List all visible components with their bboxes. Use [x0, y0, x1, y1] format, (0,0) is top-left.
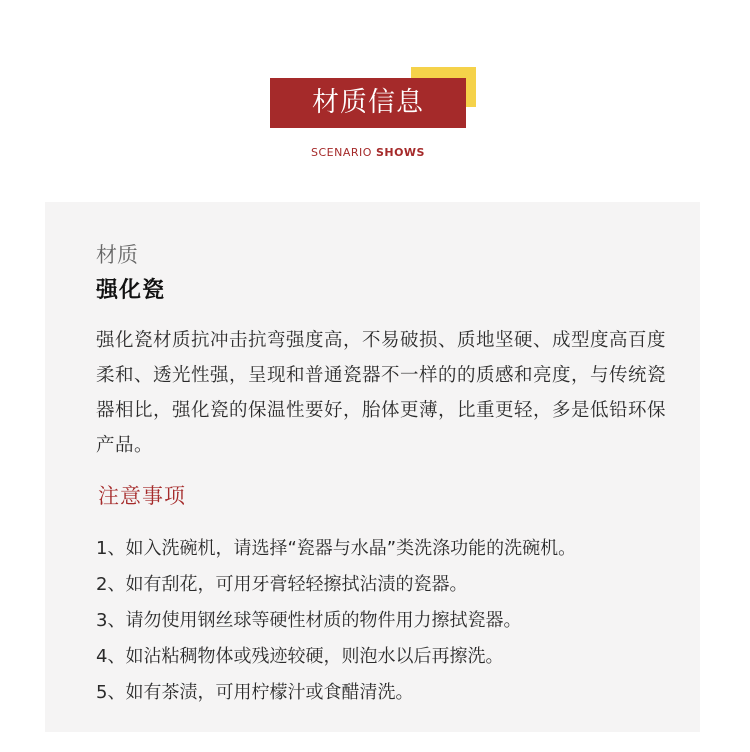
notice-item: 5、如有茶渍，可用柠檬汁或食醋清洗。: [96, 682, 414, 703]
notice-item: 4、如沾粘稠物体或残迹较硬，则泡水以后再擦洗。: [96, 646, 504, 667]
material-info-card: [45, 202, 700, 732]
notice-item: 3、请勿使用钢丝球等硬性材质的物件用力擦拭瓷器。: [96, 610, 522, 631]
subtitle-bold: SHOWS: [375, 146, 425, 159]
subtitle-light: SCENARIO: [311, 146, 372, 159]
notice-heading: 注意事项: [98, 484, 186, 508]
notice-list: [96, 531, 686, 711]
section-subtitle: [0, 146, 736, 159]
material-name: 强化瓷: [96, 278, 166, 303]
section-header: [270, 67, 476, 129]
notice-item: 2、如有刮花，可用牙膏轻轻擦拭沾渍的瓷器。: [96, 574, 468, 595]
material-description: 强化瓷材质抗冲击抗弯强度高，不易破损、质地坚硬、成型度高百度柔和、透光性强，呈现和普通瓷器不一样的的质感和亮度，与传统瓷器相比，强化瓷的保温性要好，胎体更薄，比重更轻，多是低铅环保产品。: [96, 330, 667, 456]
notice-item: 1、如入洗碗机，请选择“瓷器与水晶”类洗涤功能的洗碗机。: [96, 538, 577, 559]
section-title: 材质信息: [270, 78, 466, 128]
material-label: 材质: [96, 243, 138, 267]
